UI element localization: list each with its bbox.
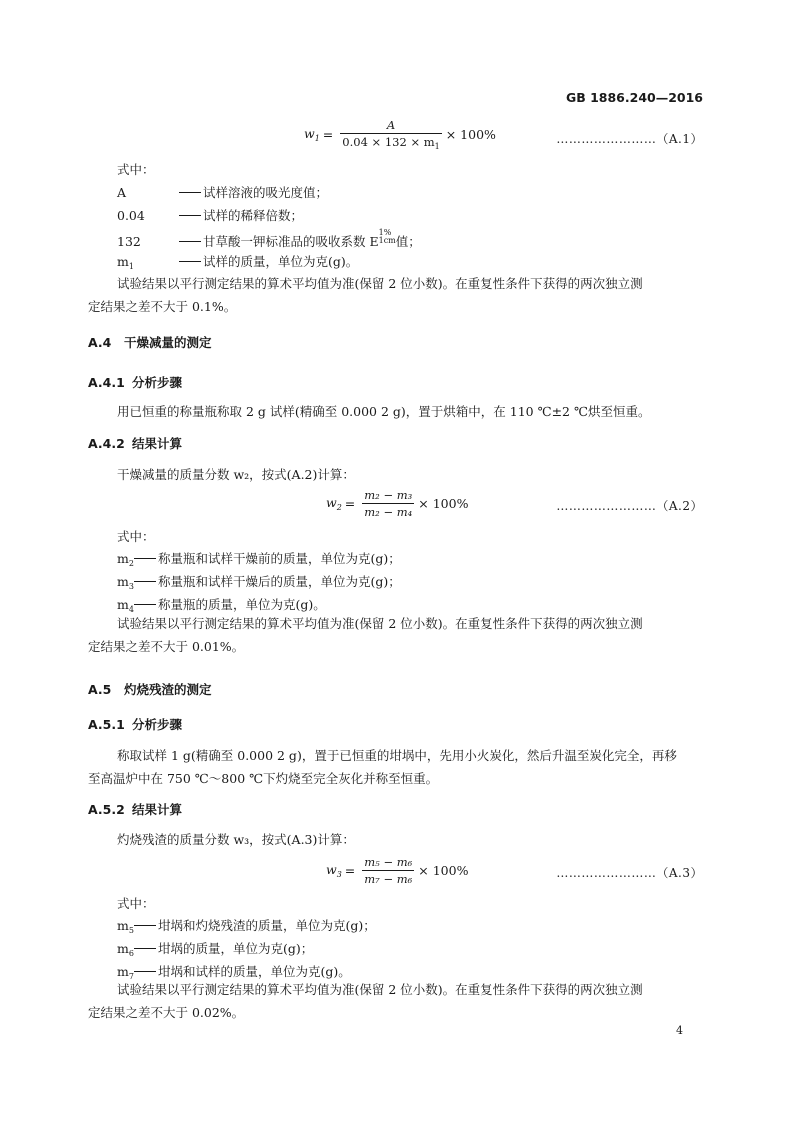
result-text: 试验结果以平行测定结果的算术平均值为准(保留 2 位小数)。在重复性条件下获得的两次独立测 bbox=[117, 982, 643, 997]
definition-item: 132 甘草酸一钾标准品的吸收系数 E1% 1cm值； bbox=[117, 228, 421, 249]
section-heading-a4: A.4 干燥减量的测定 bbox=[88, 335, 212, 350]
procedure-text: 至高温炉中在 750 ℃～800 ℃下灼烧至完全灰化并称至恒重。 bbox=[88, 771, 439, 786]
formula-a1: $w_1$ = $\frac{A}{0.04 \times 132 \times m_1}$ × 100% bbox=[304, 118, 496, 151]
formula-a3: $w_3$ = $\frac{\text{m₅ − m₆}}{\text{m₇ − m₆}}$ × 100% bbox=[326, 855, 469, 886]
formula-a2: $w_2$ = $\frac{\text{m₂ − m₃}}{\text{m₂ − m₄}}$ × 100% bbox=[326, 488, 469, 519]
result-text: 定结果之差不大于 0.01%。 bbox=[88, 639, 245, 654]
procedure-text: 用已恒重的称量瓶称取 2 g 试样(精确至 0.000 2 g)，置于烘箱中，在 110 ℃±2 ℃烘至恒重。 bbox=[117, 404, 651, 419]
formula-a1-numerator: A bbox=[386, 118, 396, 132]
calc-intro: 干燥减量的质量分数 w₂，按式(A.2)计算： bbox=[117, 467, 355, 482]
page-number: 4 bbox=[676, 1024, 683, 1037]
definition-item: $m_1$ 试样的质量，单位为克(g)。 bbox=[117, 254, 359, 271]
definition-item: $m_7$ 坩埚和试样的质量，单位为克(g)。 bbox=[117, 964, 351, 981]
definition-item: $m_2$ 称量瓶和试样干燥前的质量，单位为克(g)； bbox=[117, 551, 401, 568]
formula-a1-factor: × 100% bbox=[445, 127, 496, 142]
formula-a3-numerator: m₅ − m₆ bbox=[364, 855, 413, 869]
procedure-text: 称取试样 1 g(精确至 0.000 2 g)，置于已恒重的坩埚中，先用小火炭化，然后升温至炭化完全，再移 bbox=[117, 748, 677, 763]
formula-a1-lhs: $w_1$ bbox=[304, 126, 320, 143]
definition-item: $m_3$ 称量瓶和试样干燥后的质量，单位为克(g)； bbox=[117, 574, 401, 591]
section-heading-a52: A.5.2 结果计算 bbox=[88, 802, 183, 817]
formula-a1-fraction bbox=[340, 118, 441, 151]
definition-item: $m_4$ 称量瓶的质量，单位为克(g)。 bbox=[117, 597, 326, 614]
equation-ref-a1: ……………………（A.1） bbox=[556, 132, 703, 146]
calc-intro: 灼烧残渣的质量分数 w₃，按式(A.3)计算： bbox=[117, 832, 355, 847]
definition-item: 0.04 试样的稀释倍数； bbox=[117, 208, 304, 223]
equation-ref-a2: ……………………（A.2） bbox=[556, 499, 703, 513]
result-text: 定结果之差不大于 0.02%。 bbox=[88, 1005, 245, 1020]
definition-item: $m_6$ 坩埚的质量，单位为克(g)； bbox=[117, 941, 314, 958]
equation-ref-a3: ……………………（A.3） bbox=[556, 866, 703, 880]
result-text: 试验结果以平行测定结果的算术平均值为准(保留 2 位小数)。在重复性条件下获得的两次独立测 bbox=[117, 276, 643, 291]
where-label: 式中： bbox=[117, 529, 155, 544]
standard-number: GB 1886.240—2016 bbox=[565, 90, 703, 105]
formula-a2-numerator: m₂ − m₃ bbox=[364, 488, 413, 502]
section-heading-a51: A.5.1 分析步骤 bbox=[88, 717, 183, 732]
formula-a3-denominator: m₇ − m₆ bbox=[364, 872, 413, 886]
result-text: 定结果之差不大于 0.1%。 bbox=[88, 299, 237, 314]
formula-a1-denominator: $0.04 \times 132 \times m_1$ bbox=[342, 135, 440, 151]
where-label: 式中： bbox=[117, 162, 155, 177]
formula-a2-denominator: m₂ − m₄ bbox=[364, 505, 413, 519]
result-text: 试验结果以平行测定结果的算术平均值为准(保留 2 位小数)。在重复性条件下获得的两次独立测 bbox=[117, 616, 643, 631]
definition-item: $m_5$ 坩埚和灼烧残渣的质量，单位为克(g)； bbox=[117, 918, 376, 935]
section-heading-a41: A.4.1 分析步骤 bbox=[88, 375, 183, 390]
section-heading-a42: A.4.2 结果计算 bbox=[88, 436, 183, 451]
section-heading-a5: A.5 灼烧残渣的测定 bbox=[88, 682, 212, 697]
where-label: 式中： bbox=[117, 896, 155, 911]
definition-item: A 试样溶液的吸光度值； bbox=[117, 185, 329, 200]
